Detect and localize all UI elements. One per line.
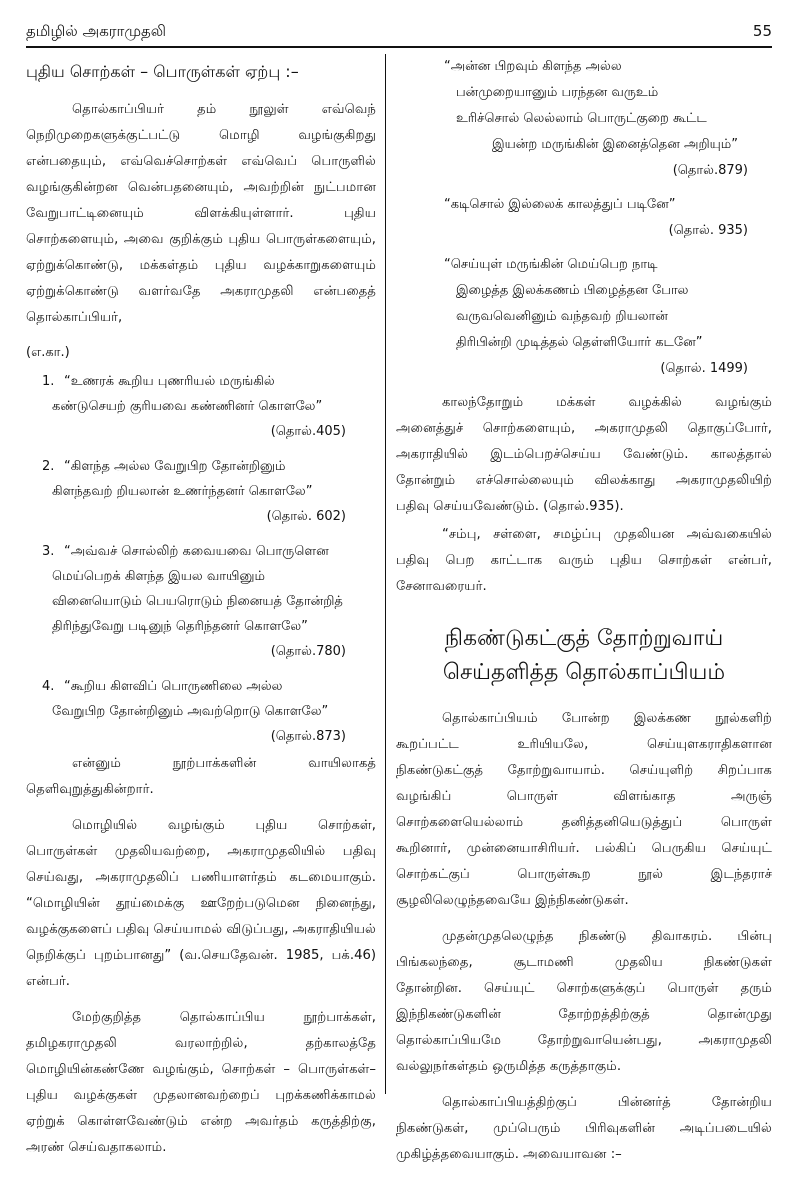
text-line: ஏற்றுக்கொண்டு வளர்வதே அகராமுதலி என்பதைத் xyxy=(26,284,376,299)
text-line: என்னும் நூற்பாக்களின் வாயிலாகத் xyxy=(72,756,376,771)
right-column xyxy=(396,54,772,1178)
text-line: சொற்களையெல்லாம் தனித்தனியெடுத்துப் பொருள் xyxy=(396,815,772,830)
citation: (தொல்.780) xyxy=(270,644,346,659)
verse-quote xyxy=(396,252,772,382)
verse-line: திரிபின்றி முடித்தல் தெள்ளியோர் கடனே” xyxy=(456,335,703,350)
text-line: நிகண்டுகட்குத் தோற்றுவாயாம். செய்யுளிற் சிறப்பாக xyxy=(396,763,772,778)
text-line: வேறுபாட்டினையும் விளக்கியுள்ளார். புதிய xyxy=(26,206,376,221)
text-line: என்பர். xyxy=(26,974,70,989)
text-line: தோன்றும் எச்சொல்லையும் விலக்காது அகராமுதலியிற் xyxy=(396,473,772,488)
text-line: சொற்கட்குப் பொருள்கூற நூல் இடந்தராச் xyxy=(396,867,772,882)
verse-line: 2. “கிளந்த அல்ல வேறுபிற தோன்றினும் xyxy=(26,454,376,479)
text-line: தெளிவுறுத்துகின்றார். xyxy=(26,782,154,797)
running-title: தமிழில் அகராமுதலி xyxy=(26,22,167,40)
text-line: மேற்குறித்த தொல்காப்பிய நூற்பாக்கள், xyxy=(72,1010,376,1025)
page-number: 55 xyxy=(752,22,772,40)
text-line: நெறிமுறைகளுக்குட்பட்டு மொழி வழங்குகிறது xyxy=(26,128,376,143)
text-line: சேனாவரையர். xyxy=(396,579,487,594)
text-line: கூறப்பட்ட உரியியலே, செய்யுளகராதிகளான xyxy=(396,737,772,752)
citation: (தொல். 602) xyxy=(266,509,346,524)
verse-line: “கடிசொல் இல்லைக் காலத்துப் படினே” xyxy=(444,197,676,212)
column-divider xyxy=(385,54,386,1094)
text-line: நிகண்டுகள், முப்பெரும் பிரிவுகளின் அடிப்படையில் xyxy=(396,1121,772,1136)
paragraph xyxy=(396,924,772,1080)
citation: (தொல். 1499) xyxy=(660,361,748,376)
verse-line: 3. “அவ்வச் சொல்லிற் கவையவை பொருளென xyxy=(26,539,376,564)
verse-line: கண்டுசெயற் குரியவை கண்ணினர் கொளலே” xyxy=(52,399,323,414)
text-line: முதன்முதலெழுந்த நிகண்டு திவாகரம். பின்பு xyxy=(442,929,772,944)
text-line: மொழியின்கண்ணே வழங்கும், சொற்கள் – பொருள்கள்– xyxy=(26,1062,376,1077)
verse-quote xyxy=(26,454,376,529)
verse-line: மெய்பெறக் கிளந்த இயல வாயினும் xyxy=(52,569,265,584)
verse-line: திரிந்துவேறு படினுந் தெரிந்தனர் கொளலே” xyxy=(52,619,308,634)
verse-quote xyxy=(396,192,772,244)
verse-line: வேறுபிற தோன்றினும் அவற்றொடு கொளலே” xyxy=(52,704,329,719)
text-line: வழங்குகின்றன வென்பதனையும், அவற்றின் நுட்பமான xyxy=(26,180,376,195)
verse-line: “அன்ன பிறவும் கிளந்த அல்ல xyxy=(444,59,622,74)
text-line: தொல்காப்பியர், xyxy=(26,310,123,325)
paragraph xyxy=(396,522,772,600)
verse-line: கிளந்தவற் றியலான் உணர்ந்தனர் கொளலே” xyxy=(52,484,313,499)
verse-line: “செய்யுள் மருங்கின் மெய்பெற நாடி xyxy=(444,257,658,272)
text-line: புதிய வழக்குகள் முதலானவற்றைப் புறக்கணிக்காமல் xyxy=(26,1088,376,1103)
text-line: பதிவு செய்யவேண்டும். (தொல்.935). xyxy=(396,499,624,514)
verse-line: இழைத்த இலக்கணம் பிழைத்தன போல xyxy=(456,283,689,298)
example-label: (எ.கா.) xyxy=(26,345,70,360)
text-line: வல்லுநர்கள்தம் ஒருமித்த கருத்தாகும். xyxy=(396,1059,622,1074)
quote-number: 1. xyxy=(42,374,55,389)
heading-line: நிகண்டுகட்குத் தோற்றுவாய் xyxy=(444,626,724,651)
quote-number: 4. xyxy=(42,679,55,694)
intro-paragraph xyxy=(26,97,376,331)
text-line: அரண் செய்வதாகலாம். xyxy=(26,1140,167,1155)
text-line: வழங்கிப் பொருள் விளங்காத அருஞ் xyxy=(396,789,772,804)
text-line: என்பதையும், எவ்வெச்சொற்கள் எவ்வெப் பொருளில் xyxy=(26,154,376,169)
after-quotes-paragraph xyxy=(26,751,376,803)
quote-number: 2. xyxy=(42,459,55,474)
page-header xyxy=(26,22,772,48)
text-line: தோன்றின. செய்யுட் சொற்களுக்குப் பொருள் தரும் xyxy=(396,981,772,996)
heading-line: செய்தளித்த தொல்காப்பியம் xyxy=(442,660,726,685)
text-line: பிங்கலந்தை, சூடாமணி முதலிய நிகண்டுகள் xyxy=(396,955,772,970)
text-line: ஏற்றுக்கொண்டு, மக்கள்தம் புதிய வழக்காறுகளையும் xyxy=(26,258,376,273)
text-line: “சம்பு, சள்ளை, சமழ்ப்பு முதலியன அவ்வகையில் xyxy=(442,527,772,542)
text-line: நெறிக்குப் புறம்பானது” (வ.செயதேவன். 1985, பக்.46) xyxy=(26,948,376,963)
paragraph xyxy=(396,1090,772,1168)
verse-line: உரிச்சொல் லெல்லாம் பொருட்குறை கூட்ட xyxy=(456,111,707,126)
citation: (தொல்.873) xyxy=(270,729,346,744)
section-heading xyxy=(396,622,772,690)
quote-number: 3. xyxy=(42,544,55,559)
verse-quote xyxy=(26,539,376,664)
citation: (தொல். 935) xyxy=(668,223,748,238)
verse-line: வருவவெனினும் வந்தவற் றியலான் xyxy=(456,309,668,324)
text-line: பதிவு பெற காட்டாக வரும் புதிய சொற்கள் என்பர், xyxy=(396,553,772,568)
text-line: செய்வது, அகராமுதலிப் பணியாளர்தம் கடமையாகும். xyxy=(26,870,376,885)
text-line: முகிழ்த்தவையாகும். அவையாவன :– xyxy=(396,1147,622,1162)
text-line: தொல்காப்பியத்திற்குப் பின்னர்த் தோன்றிய xyxy=(442,1095,772,1110)
paragraph xyxy=(26,813,376,995)
text-line: “மொழியின் தூய்மைக்கு ஊறேற்படுமென நினைந்து, xyxy=(26,896,376,911)
citation: (தொல்.879) xyxy=(672,163,748,178)
text-line: தமிழகராமுதலி வரலாற்றில், தற்காலத்தே xyxy=(26,1036,376,1051)
text-line: அகராதியில் இடம்பெறச்செய்ய வேண்டும். காலத்தால் xyxy=(396,447,772,462)
text-line: ஏற்றுக் கொள்ளவேண்டும் என்ற அவர்தம் கருத்திற்கு, xyxy=(26,1114,376,1129)
paragraph xyxy=(396,390,772,520)
text-line: சொற்களையும், அவை குறிக்கும் புதிய பொருள்களையும், xyxy=(26,232,376,247)
verse-line: 1. “உணரக் கூறிய புணரியல் மருங்கில் xyxy=(26,369,376,394)
verse-quote xyxy=(26,674,376,749)
text-line: தொல்காப்பியம் போன்ற இலக்கண நூல்களிற் xyxy=(442,711,772,726)
left-column xyxy=(26,54,376,1171)
text-line: இந்நிகண்டுகளின் தோற்றத்திற்குத் தொன்முது xyxy=(396,1007,772,1022)
verse-quote xyxy=(396,54,772,184)
citation: (தொல்.405) xyxy=(270,424,346,439)
text-line: தொல்காப்பியமே தோற்றுவாயென்பது, அகராமுதலி xyxy=(396,1033,772,1048)
verse-line: பன்முறையானும் பரந்தன வருஉம் xyxy=(456,85,659,100)
text-line: தொல்காப்பியர் தம் நூலுள் எவ்வெந் xyxy=(72,102,376,117)
text-line: மொழியில் வழங்கும் புதிய சொற்கள், xyxy=(72,818,376,833)
text-line: வழக்குகளைப் பதிவு செய்யாமல் விடுப்பது, அகராதியியல் xyxy=(26,922,376,937)
text-line: காலந்தோறும் மக்கள் வழக்கில் வழங்கும் xyxy=(442,395,772,410)
verse-line: வினையொடும் பெயரொடும் நினையத் தோன்றித் xyxy=(52,594,343,609)
text-line: சூழலிலெழுந்தவையே இந்நிகண்டுகள். xyxy=(396,893,629,908)
text-line: கூறினார், முன்னையாசிரியர். பல்கிப் பெருகிய செய்யுட் xyxy=(396,841,772,856)
verse-line: 4. “கூறிய கிளவிப் பொருணிலை அல்ல xyxy=(26,674,376,699)
paragraph xyxy=(26,1005,376,1161)
paragraph xyxy=(396,706,772,914)
text-line: பொருள்கள் முதலியவற்றை, அகராமுதலியில் பதிவு xyxy=(26,844,376,859)
verse-quote xyxy=(26,369,376,444)
verse-line: இயன்ற மருங்கின் இனைத்தென அறியும்” xyxy=(492,137,738,152)
section-heading: புதிய சொற்கள் – பொருள்கள் ஏற்பு :– xyxy=(26,62,299,81)
text-line: அனைத்துச் சொற்களையும், அகராமுதலி தொகுப்போர், xyxy=(396,421,772,436)
